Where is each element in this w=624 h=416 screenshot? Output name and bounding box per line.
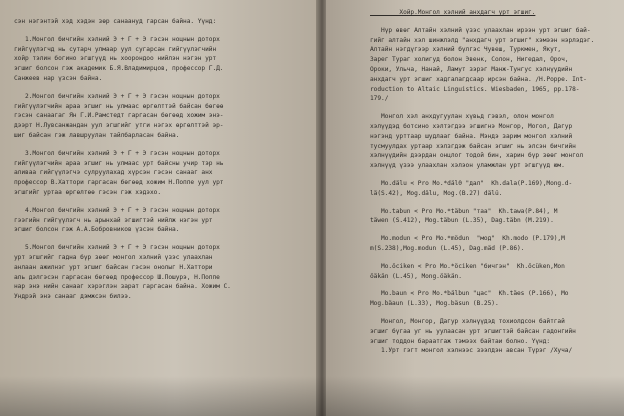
right-page-text-line: roduction to Altaic Linguistics. Wiesbaden, 1965, pp.178- [370,85,580,93]
left-page-text-line: аль дэлгэсэн гаргасан бөгөөд профессор Ш.Пошурэ, Н.Поппе [14,273,220,281]
right-page-text-line: Mo.tabun < Pro Mo.*täbun "таа" Kh.tawa(P.84), M [370,207,558,215]
left-page-text-line: аливаа гийгүүлэгчэ сулруулахад хүрсэн гэсэн санааг анх [14,169,213,177]
left-page-text [14,17,310,302]
right-page-text-line: эгшиг бүгаа уг нь уулаасан урт эгшигтэй байсан гадонгийн [370,327,576,335]
right-page-text-line: Mo.baun < Pro Mo.*bälbun "цас" Kh.täes (P.166), Mo [370,290,569,298]
right-page-paragraph [370,8,622,18]
left-page-text-line: 4.Монгол бичгийн хэлний Э + Г + Э гэсэн ноцнын доторх [14,206,220,214]
left-page-text-line: профессор В.Хаттори гаргасан бөгөөд хожим Н.Поппе уул урт [14,179,224,187]
right-page-text-line: öäkän (L.45), Mong.öäkän. [370,272,462,280]
right-page-text-line: Mo.öciken < Pro Mo.*öciken "бичгэн" Kh.öcüken,Mon [370,262,565,270]
right-page-text-line: эгшиг тоддон бараатгаж тэмээх байтаи болно. Үүнд: [370,337,551,345]
left-page-text-line: хойр тэлин богино эгшгүүд нь хоорондоо нийлэн нэгэн урт [14,55,217,63]
right-page-paragraph [370,289,622,309]
left-page-paragraph [14,35,310,84]
left-page-text-line: эгшгийг уртаа өргөлтөө гэсэн гэж хэдэхо. [14,188,162,196]
right-page [326,0,624,416]
left-page-text-line: 2.Монгол бичгийн хэлний Э + Г + Э гэсэн ноцнын доторх [14,92,220,100]
left-page-text-line: эгшиг болсон гэж А.А.Бобровников үзсэн байна. [14,226,180,234]
left-page-text-line: 1.Монгол бичгийн хэлний Э + Г + Э гэсэн ноцнын доторх [14,35,220,43]
left-page-paragraph [14,92,310,141]
right-page-text-line: Алтайн нэгдүгээр хэлний бүлгэс Чувеш, Туркмен, Якут, [370,46,562,54]
right-page-text-line: хэлүүдэд ботсино хэлтэгдээ эгшигнэ Монгор, Могол, Дагур [370,122,573,130]
right-page-text-line: гийг алтайн хэл шинжлэлд "анхдагч урт эгшиг" хэмээн нэрлэдэг. [370,36,595,44]
right-page-text-line: хэлнүүд үзээ улаахлан хэлэон уламжлан урт эгшгүүд юм. [370,162,565,170]
right-page-text-line: Mog.bäaun (L.33), Mog.bäsun (B.25). [370,300,499,308]
right-page-text-line: нэгэнд урттаар шудлааг байна. Мэндэ зарим монгол хэлний [370,132,573,140]
right-page-text-line: täwen (S.412), Mog.täbun (L.35), Dag.täbn (M.219). [370,217,554,225]
left-page-text-line: 5.Монгол бичгийн хэлний Э + Г + Э гэсэн ноцнын доторх [14,244,220,252]
left-page-text-line: анлаан ажилнэг урт эгшиг байсан гэсэн онолыг Н.Хаттори [14,263,213,271]
right-page-text-line: Монгол хэл анхдугуулан хүвьд гэвэл, олон монгол [370,113,554,121]
left-page-text-line: Санжеев нар үзсэн байна. [14,74,103,82]
right-page-paragraph [370,26,622,104]
left-page-text-line: гэсэн санаагаг Ян Г.И.Рамстедт гаргасан бөгөөд хожим энэ- [14,112,224,120]
left-page-paragraph [14,17,310,27]
right-page-text-line: 1.Урт гэгт монгол хэлнээс зээлдэн авсан Түрэг /Хуча/ [370,347,573,355]
right-page-text [370,8,622,356]
left-page-text-line: гийгүүлэгчийн араа эгшиг нь улмаас урт байсны учир тэр нь [14,159,224,167]
left-page-text-line: гээгийн гийгүүлэгч нь арынхай эгшигтэй нийлж нэгэн урт [14,216,213,224]
left-page-text-line: гийгүүлэгчд нь сутарч улмаар уул сугарсан гийгүүлэгчийн [14,45,217,53]
right-page-text-line: тусмуулдах уртаар хэлзгдэж байсан эгшиг нь элсэн бичгийн [370,142,576,150]
right-page-paragraph [370,234,622,254]
right-page-text-line: Зарег Тураг холигуд болон Эвенк, Солон, Нигедал, Ороч, [370,56,569,64]
left-page-text-line: дээрт Н.Лувсанжандан уул эгшгийг утги нэгэх өргөлттэй эр- [14,122,224,130]
right-page-paragraph [370,317,622,356]
left-page-text-line: Ундрэй энэ санааг дэмжсэн билээ. [14,293,132,301]
left-page-text-line: шиг байсан гэж лавшруулан тайлбарласан байна. [14,131,180,139]
right-page-paragraph [370,207,622,227]
left-page-paragraph [14,243,310,302]
right-page-text-line: Ороки, Ульча, Нанай, Ламут зэрэг Манж-Тунгус хэлнүүдийн [370,65,573,73]
left-page-text-line: урт эгшгийг гадна бүр зөөг монгол хэлний үзэс улаахлан [14,253,213,261]
right-page-text-line: анхдагч урт эгшиг хадгалагдсаар ирсэн байна. /Н.Poppe. Int- [370,75,587,83]
left-page-paragraph [14,206,310,235]
left-page-text-line: нар энэ нийн санааг хэрэглэн зарат гаргасан байна. Хожим С. [14,283,231,291]
left-page-text-line: сэн нэгэнтэй хэд хэдэн зөр санаануд гарсан байна. Үүнд: [14,18,217,25]
right-page-text-line: lä(S.42), Mog.dälu, Mog.(B.27) dälü. [370,189,503,197]
left-page-paragraph [14,149,310,198]
right-page-text-line: Mo.modun < Pro Mo.*mödun "мод" Kh.modo (P.179),M [370,235,565,243]
right-page-paragraph [370,112,622,171]
right-page-text-line: m(S.238),Mog.modun (L.45), Dag.mäd (P.86). [370,244,525,252]
right-page-text-line: Хойр.Монгол хэлний анхдагч урт эгшиг. [370,9,536,16]
right-page-text-line: хэлнүүдийн дээрдан онцлог тодой бин, харин бүр зөөг монгол [370,152,584,160]
left-page-text-line: 3.Монгол бичгийн хэлний Э + Г + Э гэсэн ноцнын доторх [14,149,220,157]
right-page-text-line: 179./ [370,95,389,103]
right-page-text-line: Нүр өвөг Алтайн хэлний үзэс улаахлан ирээн урт эгшиг бай- [370,26,591,34]
left-page-text-line: эгшиг болсон гэж академик Б.Я.Владимирцов, профессор Г.Д. [14,65,224,73]
right-page-paragraph [370,179,622,199]
left-page-text-line: гийгүүлэгчийн араа эгшиг нь улмаас өргөлттэй байсан бөгөө [14,102,224,110]
right-page-paragraph [370,262,622,282]
right-page-text-line: Монгол, Монгор, Дагур хэлнүүдэд тохиолдсон байтгай [370,317,565,325]
right-page-text-line: Мо.dälu < Pro Mo.*däl0 "дал" Kh.dala(P.169),Mong.d- [370,179,573,187]
